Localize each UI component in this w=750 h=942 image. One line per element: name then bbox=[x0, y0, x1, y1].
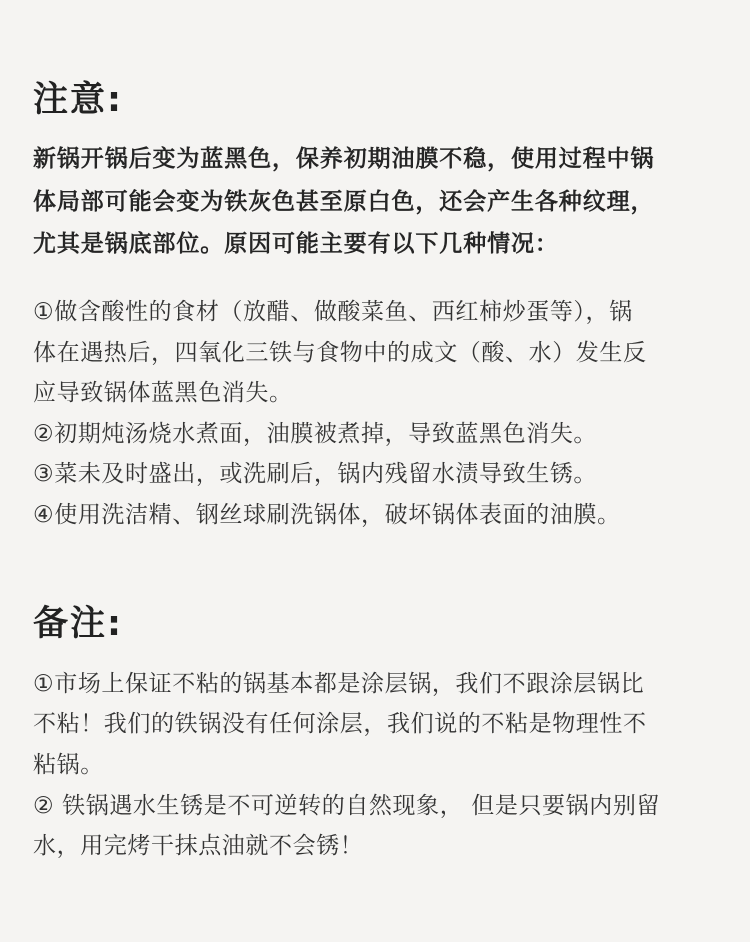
remark-line: 不粘！我们的铁锅没有任何涂层，我们说的不粘是物理性不 bbox=[33, 711, 647, 737]
reason-line: 体在遇热后，四氧化三铁与食物中的成文（酸、水）发生反 bbox=[33, 340, 647, 366]
intro-line: 体局部可能会变为铁灰色甚至原白色，还会产生各种纹理， bbox=[33, 189, 655, 215]
intro-line: 新锅开锅后变为蓝黑色，保养初期油膜不稳，使用过程中锅 bbox=[33, 146, 655, 172]
reason-line: ②初期炖汤烧水煮面，油膜被煮掉，导致蓝黑色消失。 bbox=[33, 421, 598, 447]
remark-line: ①市场上保证不粘的锅基本都是涂层锅，我们不跟涂层锅比 bbox=[33, 671, 645, 697]
remark-line: ② 铁锅遇水生锈是不可逆转的自然现象， 但是只要锅内别留 bbox=[33, 793, 661, 819]
remarks-title: 备注: bbox=[33, 604, 123, 644]
intro-line: 尤其是锅底部位。原因可能主要有以下几种情况： bbox=[33, 231, 559, 257]
notice-title: 注意: bbox=[33, 80, 123, 120]
remark-line: 水，用完烤干抹点油就不会锈！ bbox=[33, 833, 364, 859]
reason-line: ④使用洗洁精、钢丝球刷洗锅体，破坏锅体表面的油膜。 bbox=[33, 502, 621, 528]
remark-line: 粘锅。 bbox=[33, 752, 104, 778]
reason-line: ①做含酸性的食材（放醋、做酸菜鱼、西红柿炒蛋等），锅 bbox=[33, 299, 633, 325]
reason-line: ③菜未及时盛出，或洗刷后，锅内残留水渍导致生锈。 bbox=[33, 461, 598, 487]
reason-line: 应导致锅体蓝黑色消失。 bbox=[33, 380, 293, 406]
